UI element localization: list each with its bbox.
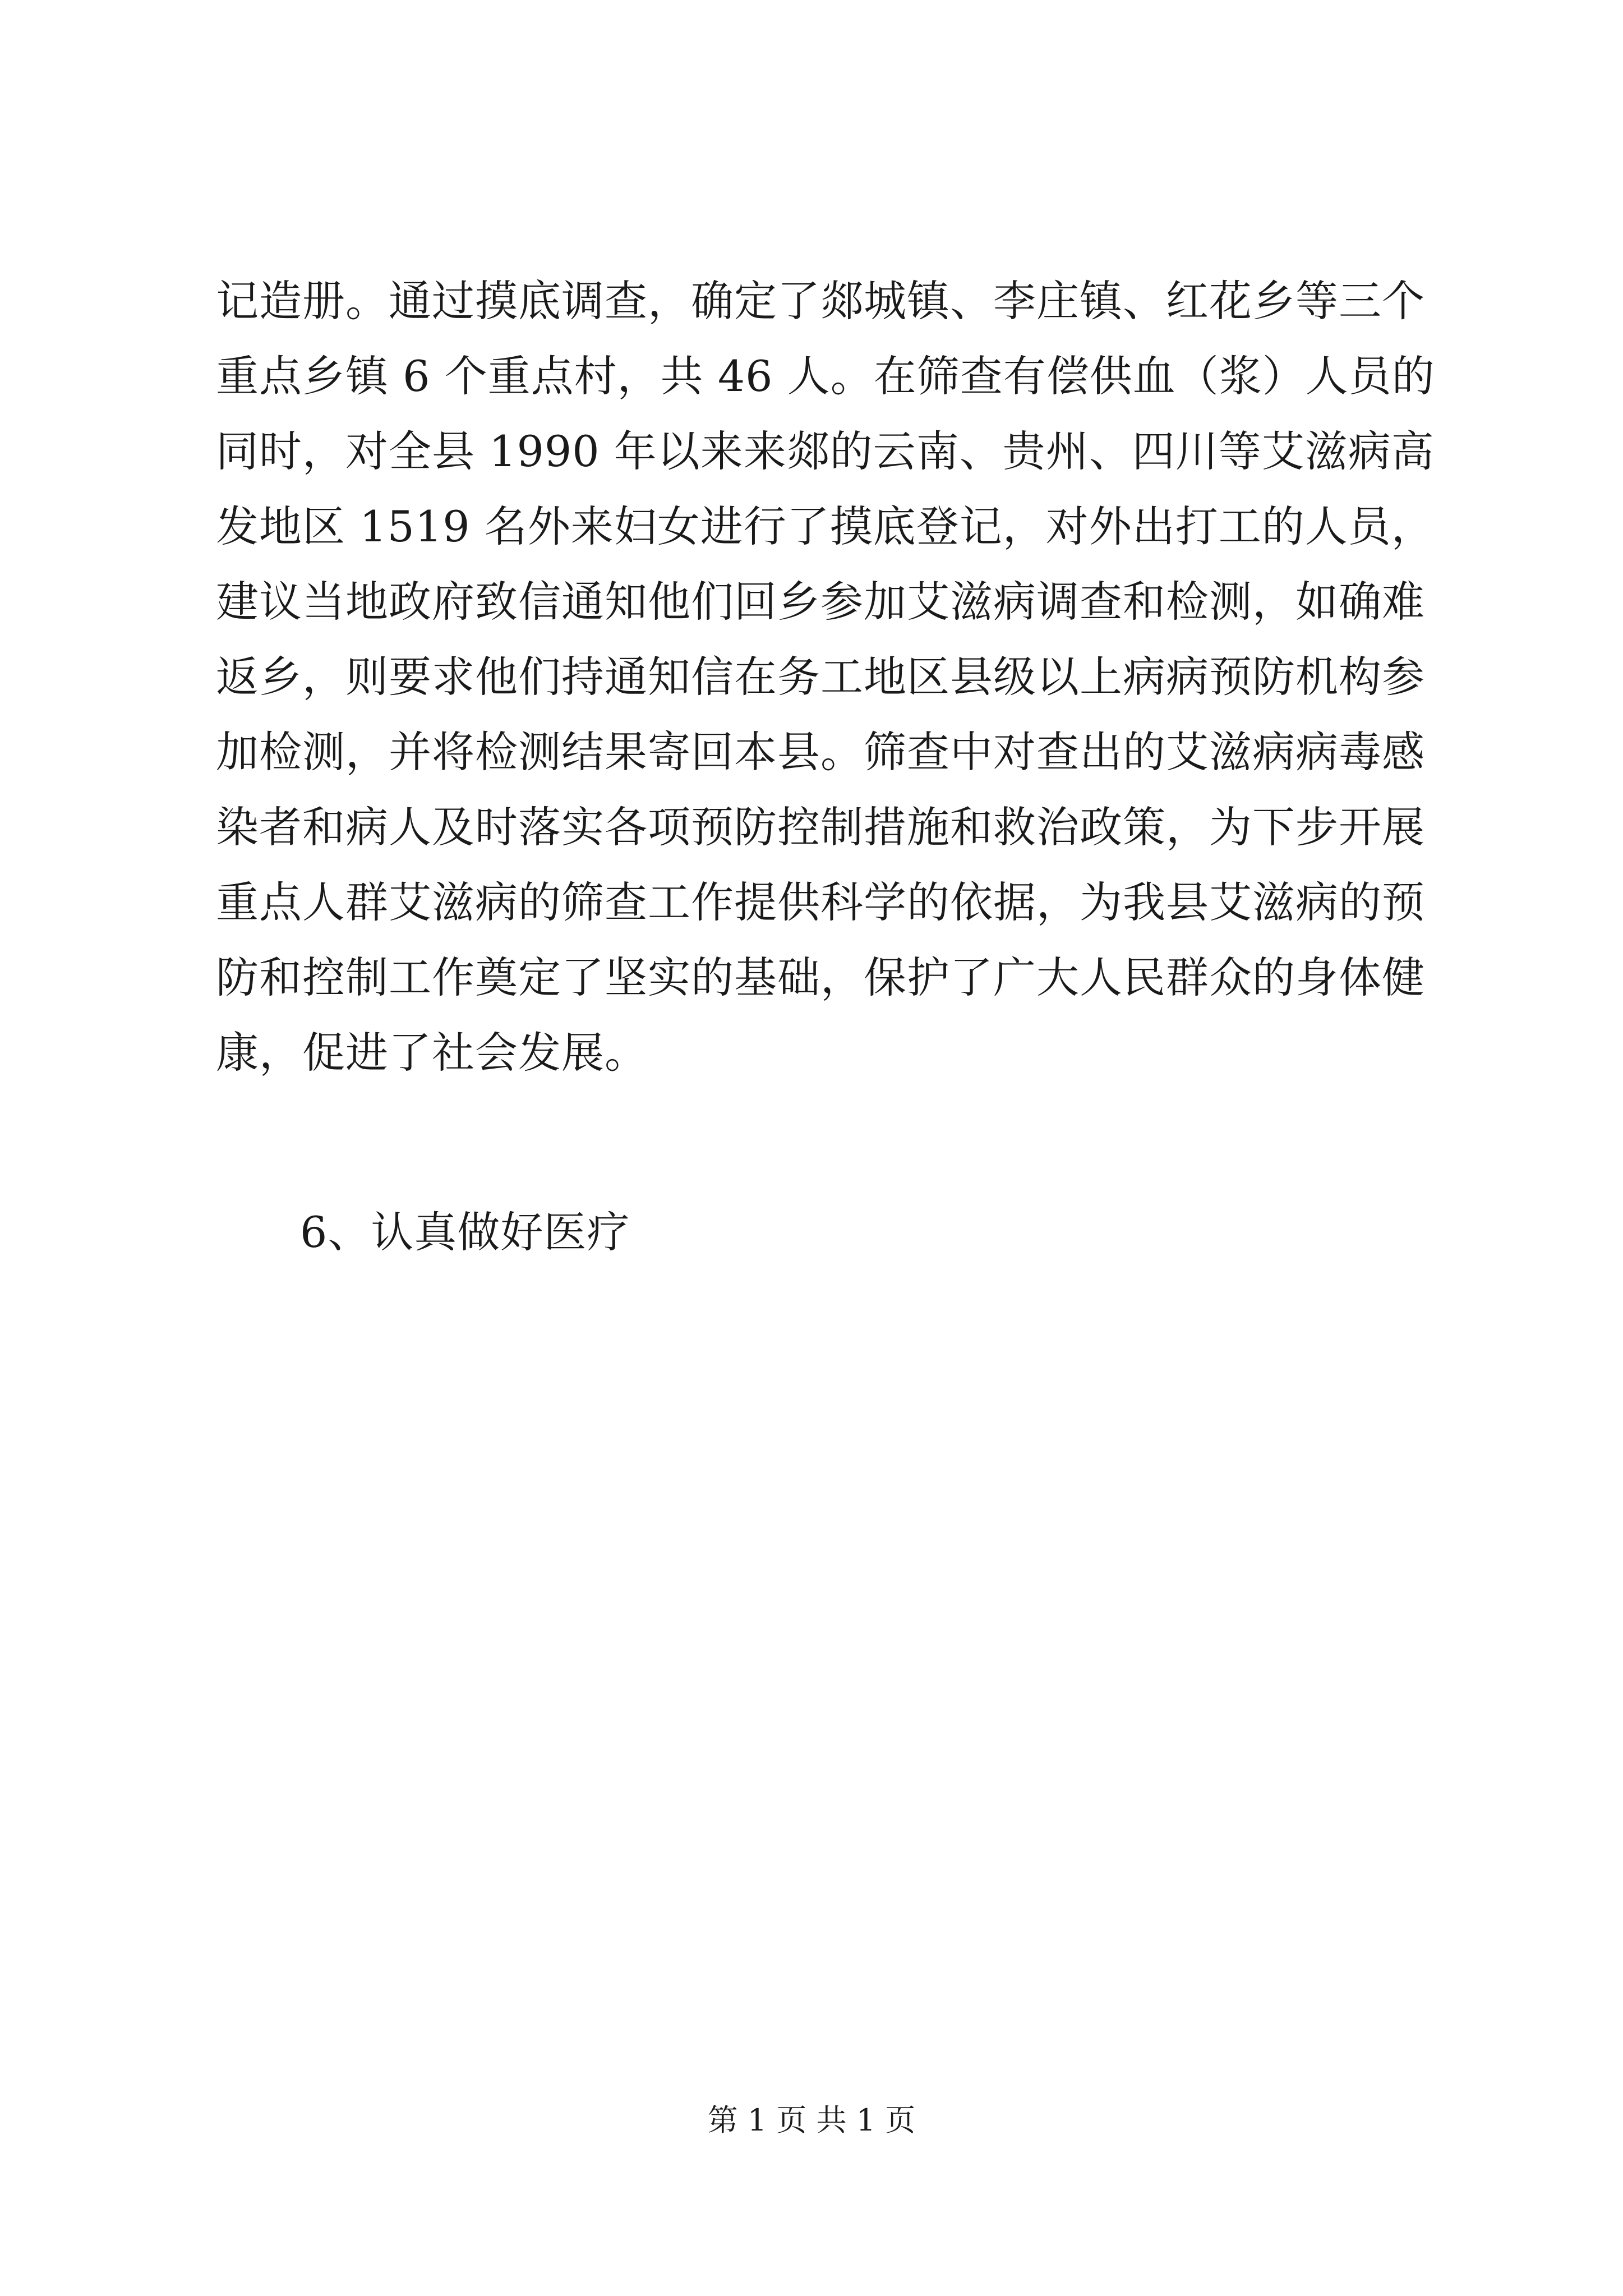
paragraph-line: 返乡，则要求他们持通知信在务工地区县级以上病病预防机构参 <box>216 652 1425 702</box>
section-heading: 6、认真做好医疗 <box>300 1207 630 1257</box>
paragraph-line: 同时，对全县 1990 年以来来郯的云南、贵州、四川等艾滋病高 <box>216 426 1435 476</box>
paragraph-line: 染者和病人及时落实各项预防控制措施和救治政策，为下步开展 <box>216 802 1425 852</box>
paragraph-line: 防和控制工作奠定了坚实的基础，保护了广大人民群众的身体健 <box>216 953 1425 1002</box>
paragraph-line: 加检测，并将检测结果寄回本县。筛查中对查出的艾滋病病毒感 <box>216 727 1425 777</box>
paragraph-line: 建议当地政府致信通知他们回乡参加艾滋病调查和检测，如确难 <box>216 577 1425 627</box>
paragraph-line: 发地区 1519 名外来妇女进行了摸底登记，对外出打工的人员， <box>216 501 1435 551</box>
paragraph-line: 康，促进了社会发展。 <box>216 1028 648 1078</box>
paragraph-line: 重点人群艾滋病的筛查工作提供科学的依据，为我县艾滋病的预 <box>216 877 1425 927</box>
paragraph-line: 记造册。通过摸底调查，确定了郯城镇、李庄镇、红花乡等三个 <box>216 276 1425 326</box>
body-paragraph <box>216 264 1438 1091</box>
page-footer: 第 1 页 共 1 页 <box>707 2102 916 2138</box>
paragraph-line: 重点乡镇 6 个重点村，共 46 人。在筛查有偿供血（浆）人员的 <box>216 351 1435 401</box>
